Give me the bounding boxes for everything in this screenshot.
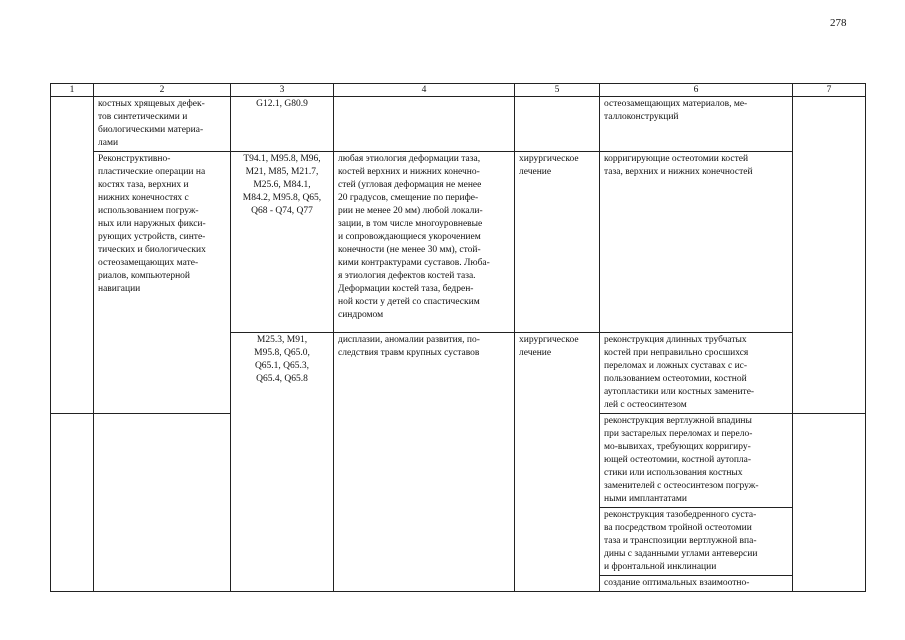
col-header-3: 3 [231,84,334,97]
col-header-4: 4 [334,84,515,97]
cell-c6-item: создание оптимальных взаимоотно- [600,576,793,592]
cell-c6-item: реконструкция тазобедренного суста- ва посредством тройной остеотомии таза и транспозиции вертлужной впа- дины с заданными углами антеверсии и фронтальной инклинации [600,508,793,576]
cell-c3: G12.1, G80.9 [231,97,334,152]
cell-c3: M25.3, M91, M95.8, Q65.0, Q65.1, Q65.3, Q65.4, Q65.8 [231,333,334,592]
cell-c4: дисплазии, аномалии развития, по- следствия травм крупных суставов [334,333,515,592]
cell-c2 [94,414,231,592]
cell-c4 [334,97,515,152]
col-header-7: 7 [793,84,866,97]
col-header-1: 1 [51,84,94,97]
cell-c6: корригирующие остеотомии костей таза, верхних и нижних конечностей [600,152,793,333]
cell-c5: хирургическое лечение [515,152,600,333]
cell-c1 [51,97,94,414]
cell-c6-item: реконструкция длинных трубчатых костей при неправильно сросшихся переломах и ложных суставах с ис- пользованием остеотомии, костной аутопластики или костных замените- лей с остеосинтезом [600,333,793,414]
cell-c6-item: реконструкция вертлужной впадины при застарелых переломах и перело- мо-вывихах, требующих корригиру- ющей остеотомии, костной аутопла- стики или использования костных заменителей с остеосинтезом погруж- ными имплантатами [600,414,793,508]
cell-c2: костных хрящевых дефек- тов синтетическими и биологическими материа- лами [94,97,231,152]
col-header-6: 6 [600,84,793,97]
services-table [50,83,866,592]
cell-c7 [793,414,866,592]
cell-c3: T94.1, M95.8, M96, M21, M85, M21.7, M25.6, M84.1, M84.2, M95.8, Q65, Q68 - Q74, Q77 [231,152,334,333]
cell-c2: Реконструктивно- пластические операции на костях таза, верхних и нижних конечностях с использованием погруж- ных или наружных фикси- рующих устройств, синте- тических и биологических остеозамещающих мате- риалов, компьютерной навигации [94,152,231,414]
col-header-2: 2 [94,84,231,97]
col-header-5: 5 [515,84,600,97]
cell-c6: остеозамещающих материалов, ме- таллоконструкций [600,97,793,152]
cell-c4: любая этиология деформации таза, костей верхних и нижних конечно- стей (угловая деформация не менее 20 градусов, смещение по перифе- рии не менее 20 мм) любой локали- зации, в том числе многоуровневые и сопровождающиеся укорочением конечности (не менее 30 мм), стой- кими контрактурами суставов. Люба- я этиология дефектов костей таза. Деформации костей таза, бедрен- ной кости у детей со спастическим синдромом [334,152,515,333]
cell-c5: хирургическое лечение [515,333,600,592]
table-row [51,97,866,152]
table-row [51,152,866,333]
cell-c1 [51,414,94,592]
header-row [51,84,866,97]
cell-c5 [515,97,600,152]
cell-c7 [793,97,866,414]
page-number: 278 [830,17,847,29]
